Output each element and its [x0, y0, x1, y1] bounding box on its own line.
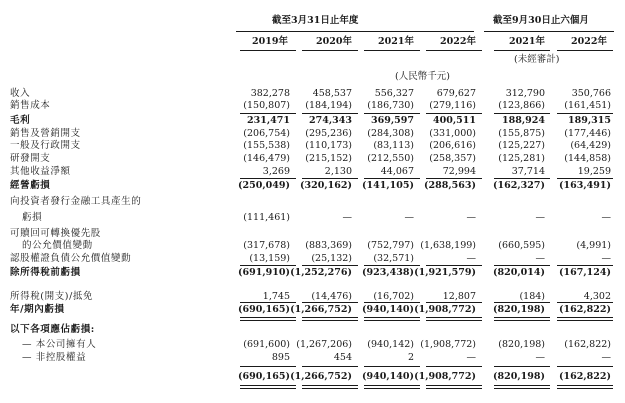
cell-admin-expenses-3: (83,113) [373, 140, 414, 151]
cell-selling-expenses-5: (155,875) [498, 128, 545, 139]
cell-investor-instruments-6: — [601, 212, 611, 223]
cell-selling-expenses-3: (284,308) [367, 128, 414, 139]
cell-total-5: (820,198) [493, 371, 545, 382]
header-rule-annual [236, 31, 474, 32]
row-label-gross-profit: 毛利 [10, 115, 31, 126]
cell-admin-expenses-5: (125,227) [498, 140, 545, 151]
cell-rnd-expenses-2: (215,152) [305, 153, 352, 164]
cell-loss-before-tax-6: (167,124) [559, 267, 611, 278]
cell-other-gains-6: 19,259 [577, 166, 611, 177]
header-group-interim: 截至9月30日止六個月 [493, 15, 589, 26]
cell-operating-loss-3: (141,105) [362, 180, 414, 191]
year-col-6: 2022年 [571, 36, 607, 47]
row-label-selling-expenses: 銷售及營銷開支 [10, 128, 81, 139]
cell-investor-instruments-3: — [404, 212, 414, 223]
cell-total-2: (1,266,752) [290, 371, 352, 382]
cell-operating-loss-6: (163,491) [559, 180, 611, 191]
row-label-admin-expenses: 一般及行政開支 [10, 140, 81, 151]
cell-gross-profit-3: 369,597 [371, 115, 414, 126]
cell-operating-loss-2: (320,162) [300, 180, 352, 191]
cell-owners-3: (940,142) [367, 339, 414, 350]
unaudited-note: (未經審計) [514, 54, 560, 65]
row-label-operating-loss: 經營虧損 [10, 180, 51, 191]
cell-preferred-shares-2: (883,369) [305, 240, 352, 251]
cell-total-3: (940,140) [362, 371, 414, 382]
cell-total-6: (162,822) [559, 371, 611, 382]
cell-income-tax-3: (16,702) [373, 291, 414, 302]
cell-gross-profit-6: 189,315 [568, 115, 611, 126]
cell-rnd-expenses-5: (125,281) [498, 153, 545, 164]
row-label-attributable-to: 以下各項應佔虧損: [10, 324, 95, 335]
cell-rnd-expenses-3: (212,550) [367, 153, 414, 164]
cell-warrant-liabilities-6: — [601, 253, 611, 264]
cell-owners-2: (1,267,206) [296, 339, 352, 350]
row-label-investor-instruments: 向投資者發行金融工具產生的 [10, 196, 142, 207]
cell-preferred-shares-6: (4,991) [576, 240, 611, 251]
cell-gross-profit-1: 231,471 [247, 115, 290, 126]
cell-other-gains-1: 3,269 [262, 166, 290, 177]
cell-revenue-1: 382,278 [250, 88, 290, 99]
cell-loss-for-period-4: (1,908,772) [414, 304, 476, 315]
row-label-other-gains: 其他收益淨額 [10, 166, 71, 177]
cell-loss-for-period-5: (820,198) [493, 304, 545, 315]
cell-cost-of-sales-4: (279,116) [429, 100, 476, 111]
cell-cost-of-sales-1: (150,807) [243, 100, 290, 111]
cell-non-controlling-3: 2 [407, 352, 414, 363]
year-col-5: 2021年 [509, 36, 545, 47]
cell-operating-loss-1: (250,049) [238, 180, 290, 191]
row-label-loss-for-period: 年/期內虧損 [10, 304, 65, 315]
row-label-rnd-expenses: 研發開支 [10, 153, 51, 164]
row-label-cost-of-sales: 銷售成本 [10, 100, 51, 111]
cell-selling-expenses-2: (295,236) [305, 128, 352, 139]
cell-revenue-6: 350,766 [571, 88, 611, 99]
cell-non-controlling-4: — [466, 352, 476, 363]
cell-non-controlling-5: — [535, 352, 545, 363]
cell-rnd-expenses-6: (144,858) [564, 153, 611, 164]
cell-loss-for-period-2: (1,266,752) [290, 304, 352, 315]
cell-preferred-shares-1: (317,678) [243, 240, 290, 251]
cell-investor-instruments-5: — [535, 212, 545, 223]
year-col-1: 2019年 [252, 36, 288, 47]
cell-cost-of-sales-6: (161,451) [564, 100, 611, 111]
cell-income-tax-6: 4,302 [583, 291, 611, 302]
cell-warrant-liabilities-5: — [535, 253, 545, 264]
cell-admin-expenses-4: (206,616) [429, 140, 476, 151]
header-rule-interim [484, 31, 614, 32]
cell-income-tax-5: (184) [519, 291, 545, 302]
cell-loss-before-tax-5: (820,014) [493, 267, 545, 278]
cell-selling-expenses-6: (177,446) [564, 128, 611, 139]
year-col-2: 2020年 [316, 36, 352, 47]
cell-admin-expenses-2: (110,173) [305, 140, 352, 151]
cell-loss-before-tax-3: (923,438) [362, 267, 414, 278]
cell-revenue-2: 458,537 [312, 88, 352, 99]
row-label-revenue: 收入 [10, 88, 31, 99]
cell-rnd-expenses-1: (146,479) [243, 153, 290, 164]
cell-non-controlling-6: — [601, 352, 611, 363]
cell-gross-profit-2: 274,343 [309, 115, 352, 126]
cell-income-tax-1: 1,745 [262, 291, 290, 302]
cell-admin-expenses-6: (64,429) [570, 140, 611, 151]
cell-total-1: (690,165) [238, 371, 290, 382]
cell-income-tax-4: 12,807 [442, 291, 476, 302]
cell-revenue-4: 679,627 [436, 88, 476, 99]
cell-cost-of-sales-5: (123,866) [498, 100, 545, 111]
cell-investor-instruments-1: (111,461) [243, 212, 290, 223]
cell-warrant-liabilities-2: (25,132) [311, 253, 352, 264]
cell-selling-expenses-1: (206,754) [243, 128, 290, 139]
cell-non-controlling-1: 895 [271, 352, 290, 363]
row-label-warrant-liabilities: 認股權證負債公允價值變動 [10, 253, 132, 264]
cell-owners-1: (691,600) [243, 339, 290, 350]
cell-total-4: (1,908,772) [414, 371, 476, 382]
cell-loss-for-period-1: (690,165) [238, 304, 290, 315]
cell-warrant-liabilities-1: (13,159) [249, 253, 290, 264]
cell-investor-instruments-4: — [466, 212, 476, 223]
cell-other-gains-2: 2,130 [324, 166, 352, 177]
year-col-3: 2021年 [378, 36, 414, 47]
cell-loss-before-tax-1: (691,910) [238, 267, 290, 278]
cell-revenue-5: 312,790 [505, 88, 545, 99]
cell-other-gains-4: 72,994 [442, 166, 476, 177]
cell-owners-4: (1,908,772) [420, 339, 476, 350]
row-label-income-tax: 所得稅(開支)/抵免 [10, 291, 94, 302]
cell-preferred-shares-5: (660,595) [498, 240, 545, 251]
header-group-annual: 截至3月31日止年度 [272, 15, 359, 26]
cell-loss-before-tax-2: (1,252,276) [290, 267, 352, 278]
cell-investor-instruments-2: — [342, 212, 352, 223]
row-label-preferred-shares: 可贖回可轉換優先股 [10, 228, 101, 239]
cell-warrant-liabilities-4: — [466, 253, 476, 264]
cell-owners-6: (162,822) [564, 339, 611, 350]
cell-loss-for-period-6: (162,822) [559, 304, 611, 315]
cell-cost-of-sales-2: (184,194) [305, 100, 352, 111]
cell-loss-before-tax-4: (1,921,579) [414, 267, 476, 278]
cell-owners-5: (820,198) [498, 339, 545, 350]
cell-cost-of-sales-3: (186,730) [367, 100, 414, 111]
row-label-investor-instruments-2: 虧損 [22, 212, 43, 223]
year-col-4: 2022年 [440, 36, 476, 47]
cell-preferred-shares-3: (752,797) [367, 240, 414, 251]
cell-other-gains-5: 37,714 [511, 166, 545, 177]
cell-gross-profit-4: 400,511 [433, 115, 476, 126]
cell-rnd-expenses-4: (258,357) [429, 153, 476, 164]
cell-operating-loss-4: (288,563) [424, 180, 476, 191]
cell-preferred-shares-4: (1,638,199) [420, 240, 476, 251]
row-label-owners: — 本公司擁有人 [22, 339, 97, 350]
cell-non-controlling-2: 454 [333, 352, 352, 363]
cell-income-tax-2: (14,476) [311, 291, 352, 302]
currency-unit-note: (人民幣千元) [395, 71, 450, 82]
cell-warrant-liabilities-3: (32,571) [373, 253, 414, 264]
cell-operating-loss-5: (162,327) [493, 180, 545, 191]
cell-other-gains-3: 44,067 [380, 166, 414, 177]
row-label-non-controlling: — 非控股權益 [22, 352, 87, 363]
cell-admin-expenses-1: (155,538) [243, 140, 290, 151]
cell-loss-for-period-3: (940,140) [362, 304, 414, 315]
cell-selling-expenses-4: (331,000) [429, 128, 476, 139]
row-label-preferred-shares-2: 的公允價值變動 [22, 240, 93, 251]
row-label-loss-before-tax: 除所得稅前虧損 [10, 267, 81, 278]
cell-gross-profit-5: 188,924 [502, 115, 545, 126]
cell-revenue-3: 556,327 [374, 88, 414, 99]
